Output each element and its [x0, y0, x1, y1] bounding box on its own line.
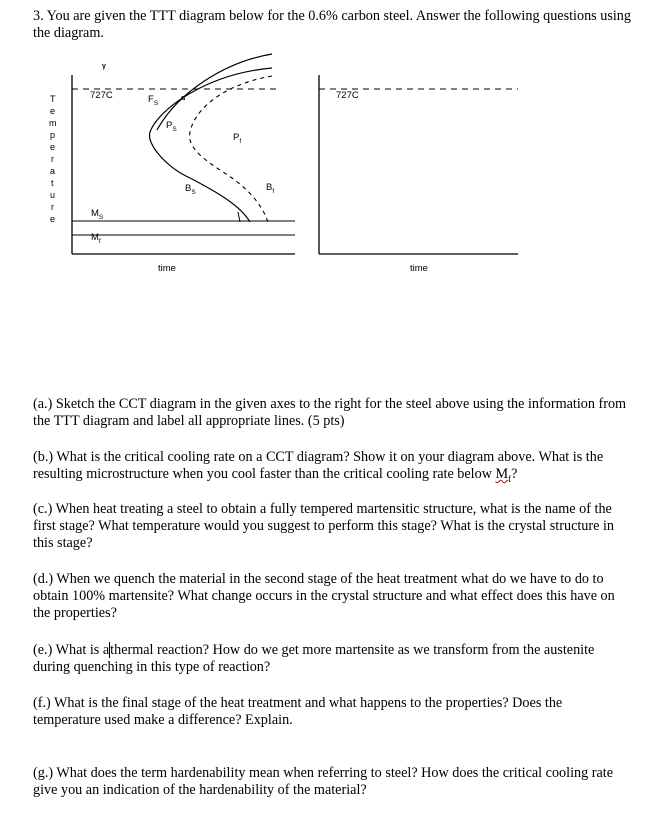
- y-letter: u: [50, 190, 56, 200]
- part-e: [33, 642, 633, 676]
- ttt-and-cct-figure: [0, 0, 655, 290]
- y-letter: e: [50, 214, 56, 224]
- ferrite-start-curve: [157, 54, 272, 130]
- y-letter: m: [49, 118, 57, 128]
- alpha-label: α: [181, 95, 186, 102]
- part-b: [33, 449, 633, 488]
- cct-axes: [319, 75, 518, 274]
- y-letter: a: [50, 166, 56, 176]
- pf-label: $P_f$: [233, 132, 242, 145]
- part-b-text: (b.) What is the critical cooling rate on a CCT diagram? Show it on your diagram above. What is the resulting microstructure when you cool faster than the critical cooling rate below: [33, 449, 604, 482]
- part-e-rest: thermal reaction? How do we get more martensite as we transform from the austenite during quenching in this type of reaction?: [33, 642, 595, 675]
- question-intro: 3. You are given the TTT diagram below for the 0.6% carbon steel. Answer the following questions using the diagram.: [33, 8, 631, 41]
- ttt-727c-label: 727C: [90, 90, 113, 101]
- part-c: (c.) When heat treating a steel to obtain a fully tempered martensitic structure, what is the name of the first stage? What temperature would you suggest to perform this stage? What is the crystal structure in this stage?: [33, 501, 615, 551]
- gamma-label: γ: [102, 63, 106, 70]
- y-letter: r: [51, 154, 54, 164]
- bs-label: $B_S$: [185, 183, 196, 196]
- y-letter: e: [50, 106, 56, 116]
- y-letter: p: [50, 130, 56, 140]
- y-letter: e: [50, 142, 56, 152]
- part-b-end: ?: [511, 466, 518, 482]
- bf-label: $B_f$: [266, 182, 275, 195]
- part-e-start: (e.) What is a: [33, 642, 110, 658]
- part-f: (f.) What is the final stage of the heat treatment and what happens to the properties? Does the temperature used make a difference? Explain.: [33, 695, 563, 728]
- ttt-y-label: [49, 94, 57, 224]
- y-letter: T: [50, 94, 56, 104]
- ttt-diagram: [49, 54, 295, 274]
- ttt-x-label: time: [158, 263, 176, 274]
- cct-x-label: time: [410, 263, 428, 274]
- pearlite-finish-curve: [190, 76, 275, 222]
- y-letter: r: [51, 202, 54, 212]
- part-g: (g.) What does the term hardenability mean when referring to steel? How does the critical cooling rate give you an indication of the hardenability of the material?: [33, 765, 614, 798]
- ms-label: $M_S$: [91, 208, 104, 221]
- mf-label: $M_f$: [91, 232, 101, 245]
- pearlite-start-curve: [150, 68, 275, 222]
- fs-label: $F_S$: [148, 94, 159, 107]
- part-d: (d.) When we quench the material in the second stage of the heat treatment what do we have to do to obtain 100% martensite? What change occurs in the crystal structure and what effect does this have on the properties?: [33, 571, 615, 621]
- part-b-mf: $M_f$: [495, 466, 512, 484]
- part-a: (a.) Sketch the CCT diagram in the given axes to the right for the steel above using the information from the TTT diagram and label all appropriate lines. (5 pts): [33, 396, 627, 429]
- ps-label: $P_S$: [166, 120, 177, 133]
- y-letter: t: [51, 178, 54, 188]
- cct-727c-label: 727C: [336, 90, 359, 101]
